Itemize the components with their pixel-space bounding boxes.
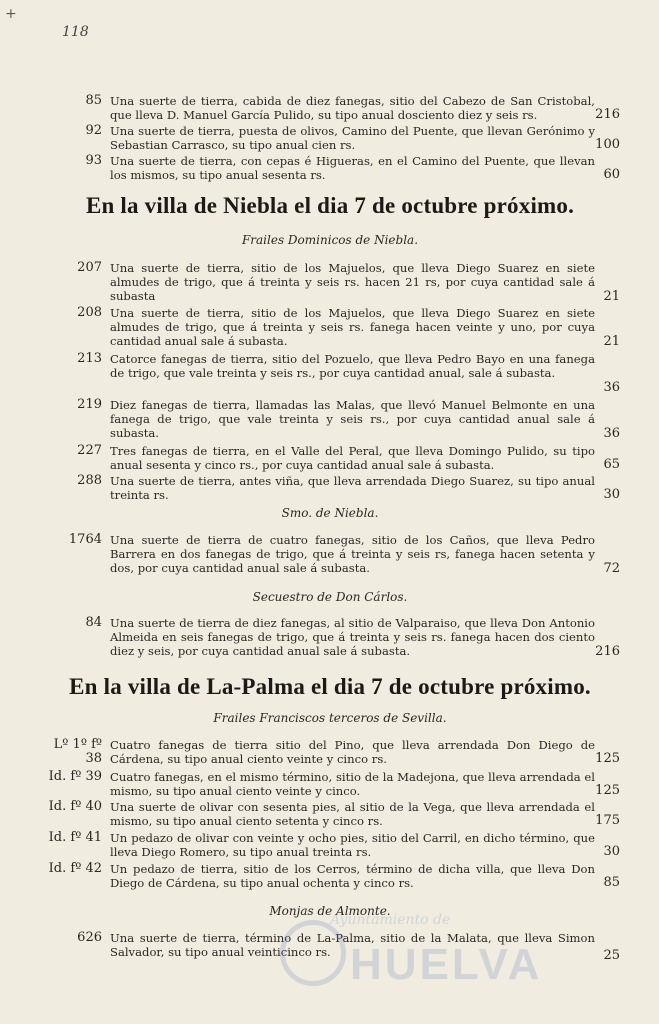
lot-description: Cuatro fanegas de tierra sitio del Pino, que lleva arrendada Don Diego de Cárdena, su tipo anual ciento veinte y cinco rs. [110, 738, 595, 767]
lot-description: Catorce fanegas de tierra, sitio del Pozuelo, que lleva Pedro Bayo en una fanega de trigo, que vale treinta y seis rs., por cuya cantidad anual, sale á subasta. [110, 352, 595, 381]
subsection-title: Smo. de Niebla. [281, 506, 379, 520]
lot-number: 84 [85, 615, 102, 630]
lot-number: 288 [77, 473, 102, 488]
watermark-small-text: Ayuntamiento de [330, 912, 451, 928]
lot-amount: 21 [603, 289, 620, 304]
subsection-title: Frailes Franciscos terceros de Sevilla. [213, 711, 447, 725]
lot-description: Una suerte de olivar con sesenta pies, al sitio de la Vega, que lleva arrendada el mismo, su tipo anual ciento setenta y cinco rs. [110, 800, 595, 829]
subsection-title: Secuestro de Don Cárlos. [252, 590, 408, 604]
lot-amount: 175 [595, 813, 620, 828]
lot-number: 93 [85, 153, 102, 168]
lot-number: 1764 [68, 532, 102, 547]
lot-number: 626 [77, 930, 102, 945]
lot-description: Una suerte de tierra de cuatro fanegas, sitio de los Caños, que lleva Pedro Barrera en dos fanegas de trigo, que á treinta y seis rs, fanega hacen setenta y dos, por cuya cantidad anual sale á subasta. [110, 533, 595, 576]
lot-amount: 25 [603, 948, 620, 963]
subsection-title: Frailes Dominicos de Niebla. [241, 233, 419, 247]
lot-description: Una suerte de tierra, antes viña, que lleva arrendada Diego Suarez, su tipo anual treinta rs. [110, 474, 595, 503]
lot-number: 227 [77, 443, 102, 458]
lot-amount: 36 [603, 380, 620, 395]
town-heading: En la villa de Niebla el dia 7 de octubre próximo. [85, 193, 575, 218]
lot-description: Diez fanegas de tierra, llamadas las Malas, que llevó Manuel Belmonte en una fanega de trigo, que vale treinta y seis rs., por cuya cantidad anual sale á subasta. [110, 398, 595, 441]
lot-description: Tres fanegas de tierra, en el Valle del Peral, que lleva Domingo Pulido, su tipo anual sesenta y cinco rs., por cuya cantidad anual sale á subasta. [110, 444, 595, 473]
town-heading: En la villa de La-Palma el dia 7 de octubre próximo. [69, 674, 591, 699]
lot-description: Una suerte de tierra, cabida de diez fanegas, sitio del Cabezo de San Cristobal, que lleva D. Manuel García Pulido, su tipo anual dosciento diez y seis rs. [110, 94, 595, 123]
subsection-title: Monjas de Almonte. [269, 904, 391, 918]
lot-description: Una suerte de tierra, término de La-Palma, sitio de la Malata, que lleva Simon Salvador, su tipo anual veinticinco rs. [110, 931, 595, 960]
lot-amount: 60 [603, 167, 620, 182]
lot-description: Una suerte de tierra, puesta de olivos, Camino del Puente, que llevan Gerónimo y Sebastian Carrasco, su tipo anual cien rs. [110, 124, 595, 153]
lot-number: Id. fº 40 [48, 799, 102, 814]
lot-description: Un pedazo de olivar con veinte y ocho pies, sitio del Carril, en dicho término, que lleva Diego Romero, su tipo anual treinta rs. [110, 831, 595, 860]
lot-description: Una suerte de tierra, sitio de los Majuelos, que lleva Diego Suarez en siete almudes de trigo, que á treinta y seis rs. hacen 21 rs, por cuya cantidad sale á subasta [110, 261, 595, 304]
lot-amount: 85 [603, 875, 620, 890]
lot-description: Una suerte de tierra, con cepas é Higueras, en el Camino del Puente, que llevan los mismos, su tipo anual sesenta rs. [110, 154, 595, 183]
lot-number: Lº 1º fº 38 [53, 737, 102, 766]
lot-amount: 36 [603, 426, 620, 441]
lot-number: 208 [77, 305, 102, 320]
lot-number: 213 [77, 351, 102, 366]
lot-description: Cuatro fanegas, en el mismo término, sitio de la Madejona, que lleva arrendada el mismo, su tipo anual ciento veinte y cinco. [110, 770, 595, 799]
lot-number: Id. fº 41 [48, 830, 102, 845]
lot-amount: 125 [595, 751, 620, 766]
watermark-big-text: HUELVA [350, 940, 543, 989]
lot-amount: 216 [595, 107, 620, 122]
lot-amount: 65 [603, 457, 620, 472]
lot-amount: 100 [595, 137, 620, 152]
lot-number: 207 [77, 260, 102, 275]
lot-number: 85 [85, 93, 102, 108]
lot-number: 92 [85, 123, 102, 138]
lot-description: Una suerte de tierra, sitio de los Majuelos, que lleva Diego Suarez en siete almudes de trigo, que á treinta y seis rs. fanega hacen veinte y uno, por cuya cantidad anual sale á subasta. [110, 306, 595, 349]
corner-mark: + [5, 6, 17, 22]
lot-amount: 21 [603, 334, 620, 349]
lot-description: Un pedazo de tierra, sitio de los Cerros, término de dicha villa, que lleva Don Diego de Cárdena, su tipo anual ochenta y cinco rs. [110, 862, 595, 891]
lot-amount: 125 [595, 783, 620, 798]
lot-amount: 216 [595, 644, 620, 659]
lot-description: Una suerte de tierra de diez fanegas, al sitio de Valparaiso, que lleva Don Antonio Almeida en seis fanegas de trigo, que á treinta y seis rs. fanega hacen dos ciento diez y seis, por cuya cantidad anual sale á subasta. [110, 616, 595, 659]
lot-number: 219 [77, 397, 102, 412]
lot-amount: 30 [603, 487, 620, 502]
lot-number: Id. fº 42 [48, 861, 102, 876]
page-number: 118 [62, 24, 89, 40]
lot-amount: 30 [603, 844, 620, 859]
lot-amount: 72 [603, 561, 620, 576]
lot-number: Id. fº 39 [48, 769, 102, 784]
